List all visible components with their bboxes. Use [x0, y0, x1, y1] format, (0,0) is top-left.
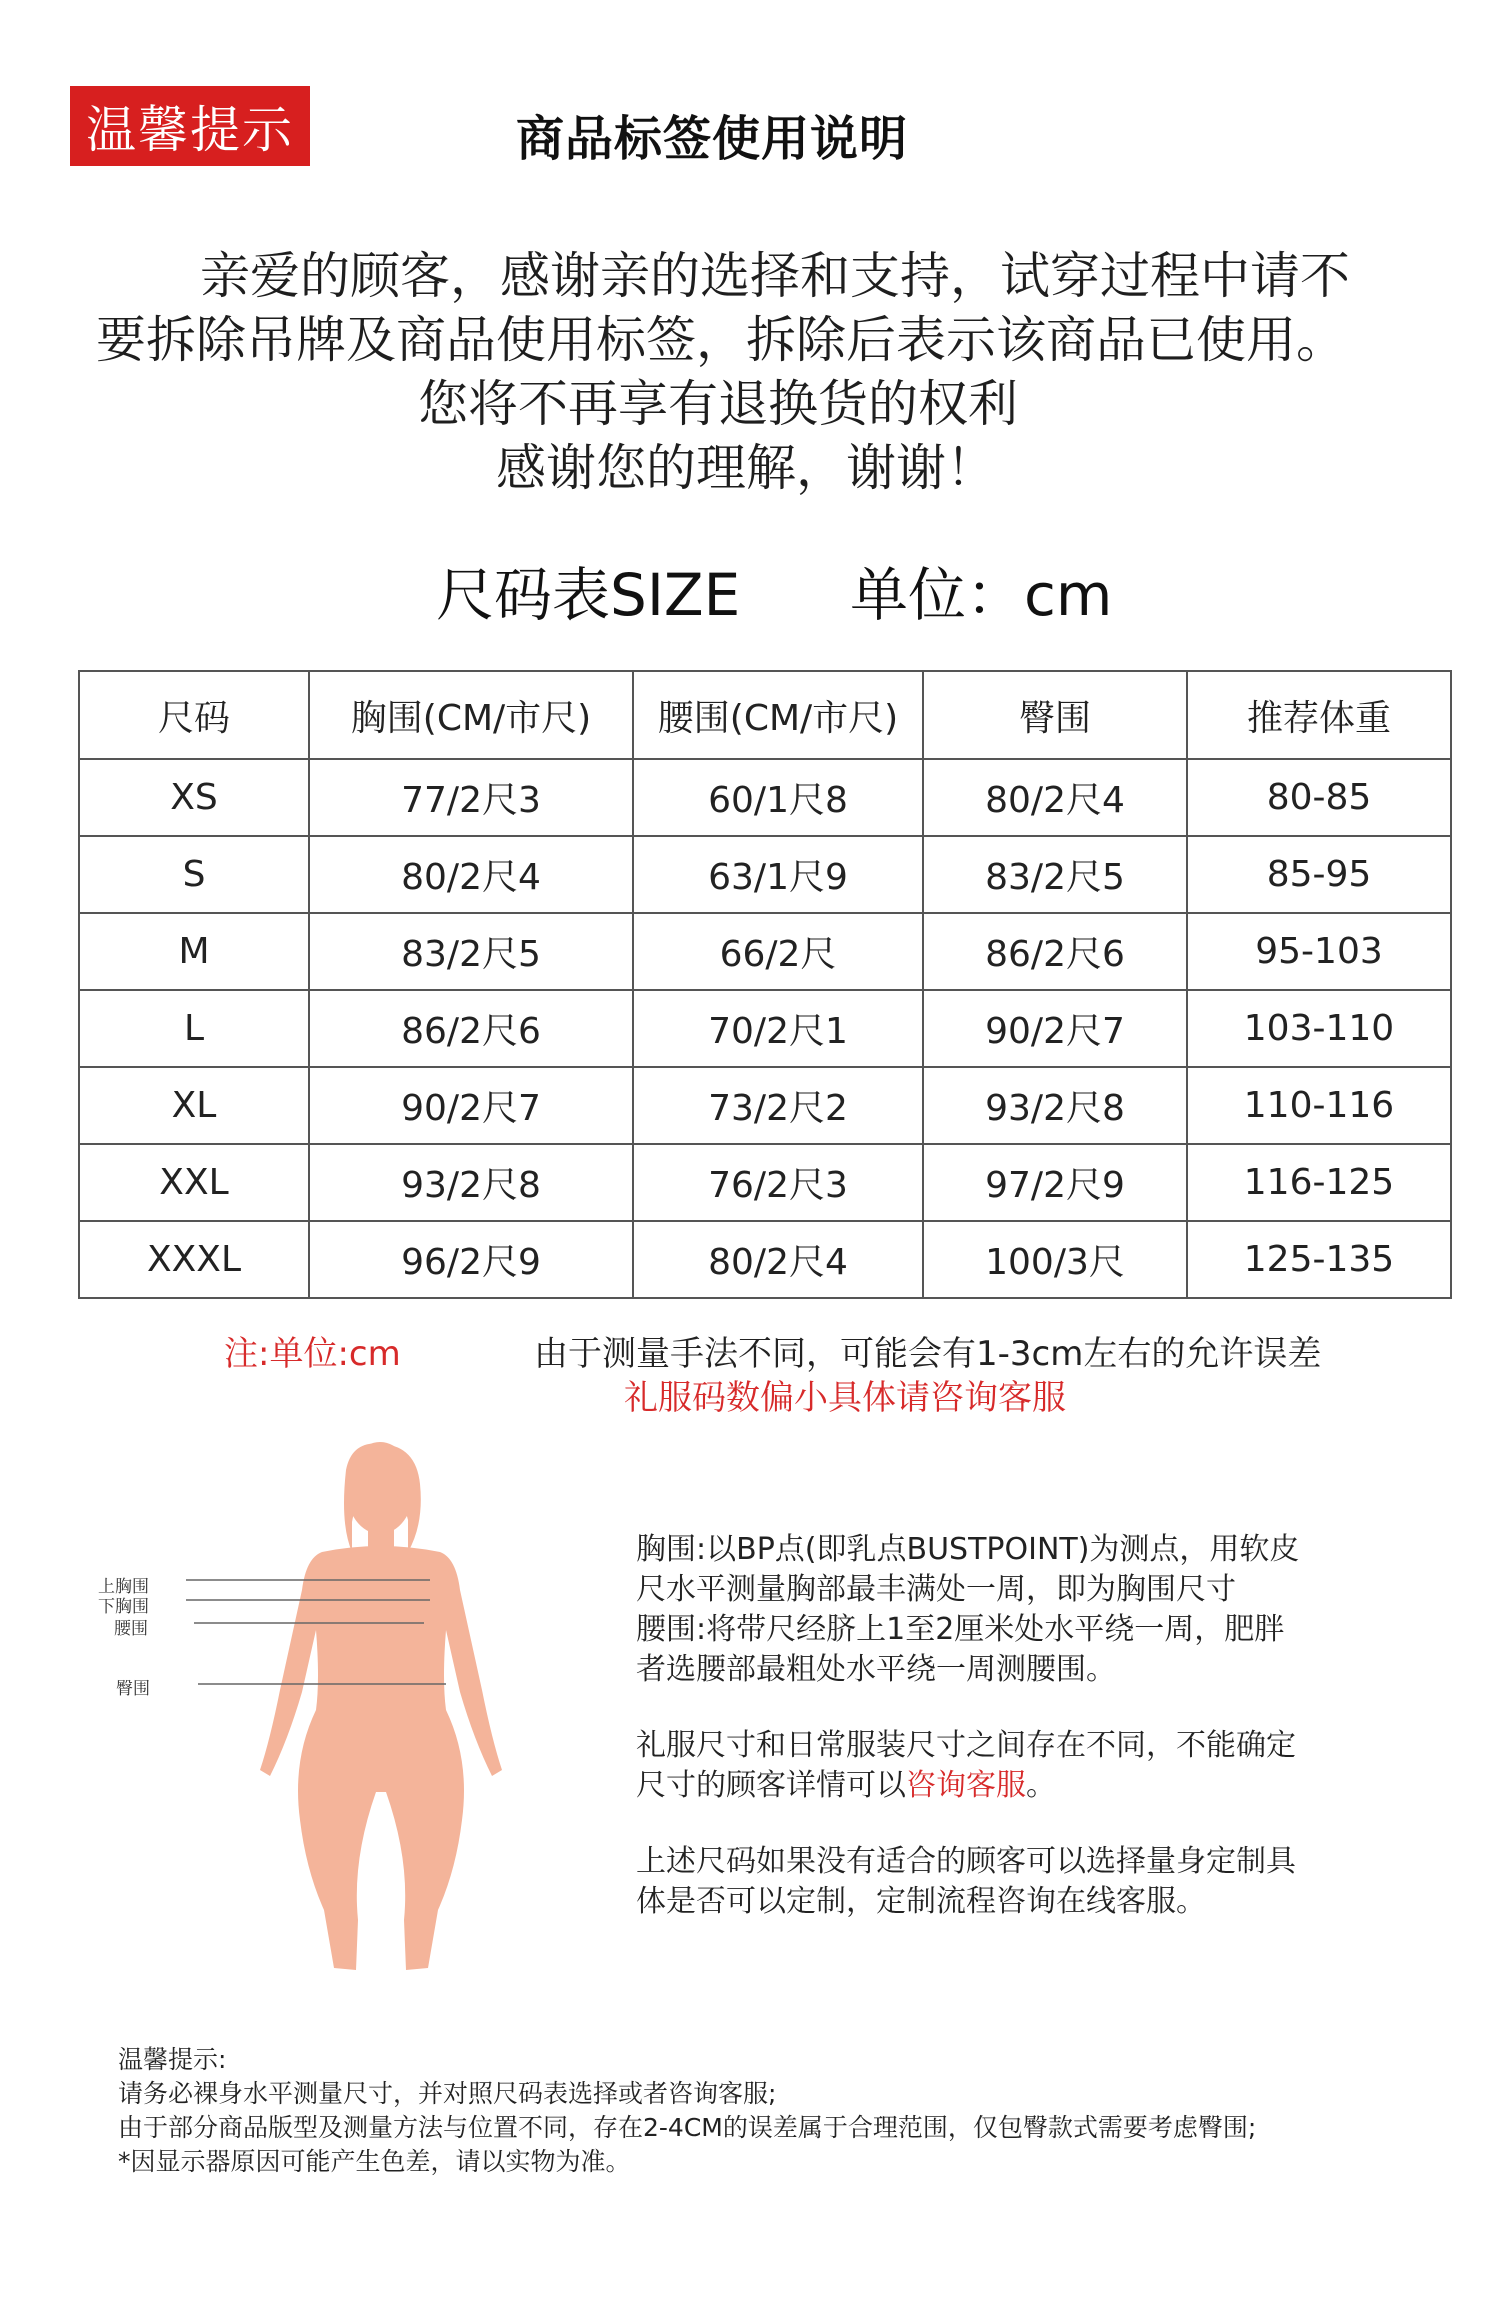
contact-service-link[interactable]: 咨询客服: [906, 1768, 1026, 1803]
dress-desc-suffix: 。: [1026, 1768, 1056, 1803]
under-bust-label: 下胸围: [98, 1597, 149, 1617]
table-cell: 63/1尺9: [633, 836, 923, 913]
table-cell: XS: [79, 759, 309, 836]
table-cell: 97/2尺9: [923, 1144, 1187, 1221]
table-cell: XL: [79, 1067, 309, 1144]
column-header: 臀围: [923, 671, 1187, 759]
page-title: 商品标签使用说明: [516, 111, 909, 167]
unit-heading: 单位：cm: [850, 561, 1113, 629]
table-cell: 110-116: [1187, 1067, 1451, 1144]
table-cell: 80-85: [1187, 759, 1451, 836]
hip-label: 臀围: [116, 1679, 150, 1699]
table-cell: 80/2尺4: [923, 759, 1187, 836]
intro-line-3: 您将不再享有退换货的权利: [418, 375, 1018, 433]
table-cell: 86/2尺6: [309, 990, 633, 1067]
table-cell: 66/2尺: [633, 913, 923, 990]
dress-desc-prefix: 尺寸的顾客详情可以: [636, 1768, 906, 1803]
table-cell: 86/2尺6: [923, 913, 1187, 990]
table-cell: L: [79, 990, 309, 1067]
custom-desc-1: 上述尺码如果没有适合的顾客可以选择量身定制具: [636, 1844, 1296, 1879]
table-cell: M: [79, 913, 309, 990]
error-note: 由于测量手法不同，可能会有1-3cm左右的允许误差: [534, 1334, 1322, 1374]
waist-desc-2: 者选腰部最粗处水平绕一周测腰围。: [636, 1652, 1116, 1687]
table-cell: 116-125: [1187, 1144, 1451, 1221]
table-cell: 83/2尺5: [309, 913, 633, 990]
table-cell: 93/2尺8: [309, 1144, 633, 1221]
footer-line-1: 请务必裸身水平测量尺寸，并对照尺码表选择或者咨询客服;: [118, 2079, 777, 2108]
table-row: [79, 1144, 1451, 1221]
table-row: [79, 1067, 1451, 1144]
table-cell: 125-135: [1187, 1221, 1451, 1298]
table-row: [79, 913, 1451, 990]
size-chart-heading: 尺码表SIZE: [436, 561, 741, 629]
table-cell: 100/3尺: [923, 1221, 1187, 1298]
table-cell: 90/2尺7: [309, 1067, 633, 1144]
table-cell: 70/2尺1: [633, 990, 923, 1067]
table-cell: 77/2尺3: [309, 759, 633, 836]
custom-desc-2: 体是否可以定制，定制流程咨询在线客服。: [636, 1884, 1206, 1919]
dress-desc-1: 礼服尺寸和日常服装尺寸之间存在不同，不能确定: [636, 1728, 1296, 1763]
body-measurement-figure: [90, 1440, 510, 1980]
table-cell: 73/2尺2: [633, 1067, 923, 1144]
intro-line-1: 亲爱的顾客，感谢亲的选择和支持，试穿过程中请不: [200, 247, 1350, 305]
column-header: 推荐体重: [1187, 671, 1451, 759]
dress-size-note: 礼服码数偏小具体请咨询客服: [624, 1378, 1066, 1418]
table-row: [79, 1221, 1451, 1298]
table-cell: S: [79, 836, 309, 913]
column-header: 胸围(CM/市尺): [309, 671, 633, 759]
table-cell: 93/2尺8: [923, 1067, 1187, 1144]
body-silhouette-icon: [260, 1442, 502, 1970]
notice-badge: 温馨提示: [70, 86, 310, 166]
table-cell: 95-103: [1187, 913, 1451, 990]
table-cell: 80/2尺4: [309, 836, 633, 913]
footer-line-2: 由于部分商品版型及测量方法与位置不同，存在2-4CM的误差属于合理范围，仅包臀款式需要考虑臀围;: [118, 2113, 1257, 2142]
dress-desc-2: [636, 1766, 1056, 1806]
waist-desc-1: 腰围:将带尺经脐上1至2厘米处水平绕一周，肥胖: [636, 1612, 1285, 1647]
table-cell: XXL: [79, 1144, 309, 1221]
footer-line-3: *因显示器原因可能产生色差，请以实物为准。: [118, 2147, 631, 2176]
table-cell: 80/2尺4: [633, 1221, 923, 1298]
table-cell: 76/2尺3: [633, 1144, 923, 1221]
unit-note: 注:单位:cm: [224, 1334, 401, 1374]
table-cell: 60/1尺8: [633, 759, 923, 836]
table-cell: 90/2尺7: [923, 990, 1187, 1067]
table-cell: XXXL: [79, 1221, 309, 1298]
table-row: [79, 836, 1451, 913]
waist-label: 腰围: [114, 1619, 148, 1639]
column-header: 腰围(CM/市尺): [633, 671, 923, 759]
column-header: 尺码: [79, 671, 309, 759]
table-cell: 85-95: [1187, 836, 1451, 913]
upper-bust-label: 上胸围: [98, 1577, 149, 1597]
bust-desc-2: 尺水平测量胸部最丰满处一周，即为胸围尺寸: [636, 1572, 1236, 1607]
table-row: [79, 759, 1451, 836]
table-cell: 103-110: [1187, 990, 1451, 1067]
footer-title: 温馨提示:: [118, 2045, 227, 2074]
table-cell: 83/2尺5: [923, 836, 1187, 913]
intro-line-2: 要拆除吊牌及商品使用标签，拆除后表示该商品已使用。: [96, 311, 1346, 369]
table-header-row: [79, 671, 1451, 759]
intro-line-4: 感谢您的理解，谢谢！: [496, 439, 996, 497]
table-row: [79, 990, 1451, 1067]
size-table: [78, 670, 1452, 1299]
table-cell: 96/2尺9: [309, 1221, 633, 1298]
bust-desc-1: 胸围:以BP点(即乳点BUSTPOINT)为测点，用软皮: [636, 1532, 1300, 1567]
